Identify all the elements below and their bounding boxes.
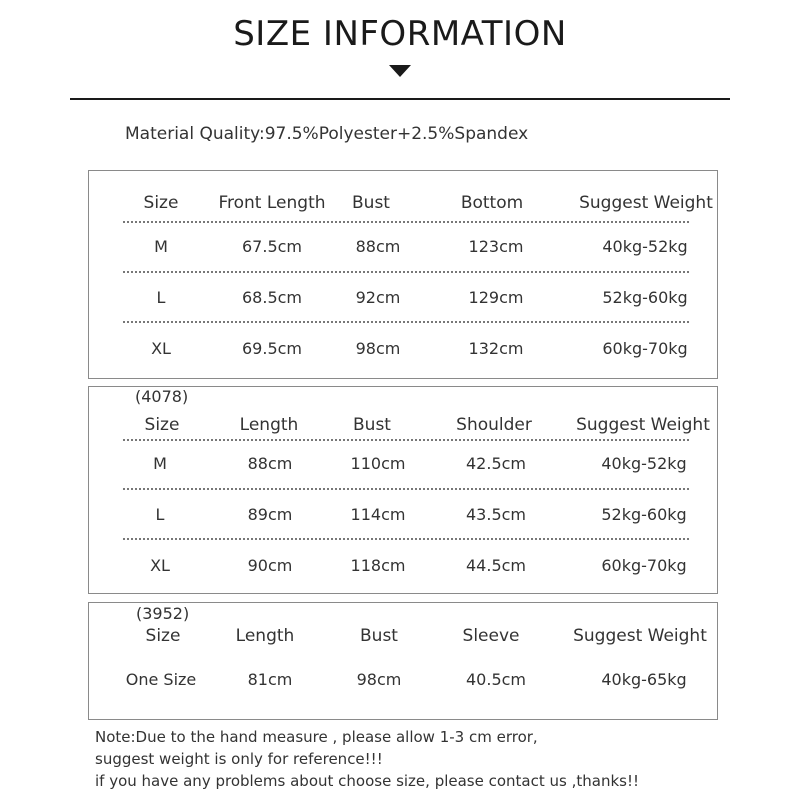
material-quality: Material Quality:97.5%Polyester+2.5%Spandex	[125, 124, 529, 144]
row-divider	[123, 271, 689, 273]
column-header: Front Length	[218, 193, 326, 213]
table-header-row	[89, 415, 717, 439]
table-cell: 132cm	[468, 339, 524, 358]
title-divider	[70, 98, 730, 100]
column-header: Suggest Weight	[576, 415, 710, 435]
row-divider	[123, 439, 689, 441]
table-row	[89, 339, 717, 363]
table-cell: 68.5cm	[241, 288, 303, 307]
table-cell: 52kg-60kg	[602, 288, 688, 307]
table-cell: 114cm	[350, 505, 406, 524]
table-cell: XL	[151, 339, 171, 358]
table-cell: 92cm	[355, 288, 401, 307]
row-divider	[123, 321, 689, 323]
table-cell: 110cm	[350, 454, 406, 473]
column-header: Shoulder	[456, 415, 532, 435]
row-divider	[123, 538, 689, 540]
table-cell: 90cm	[247, 556, 293, 575]
size-table-1	[88, 170, 718, 379]
table-cell: 42.5cm	[465, 454, 527, 473]
table-cell: 60kg-70kg	[601, 556, 687, 575]
column-header: Suggest Weight	[579, 193, 713, 213]
row-divider	[123, 221, 689, 223]
table-row	[89, 505, 717, 529]
table-cell: 40kg-52kg	[601, 454, 687, 473]
table-cell: 81cm	[247, 670, 293, 689]
table-cell: 40kg-52kg	[602, 237, 688, 256]
table-cell: M	[153, 454, 167, 473]
size-table-3	[88, 602, 718, 720]
column-header: Suggest Weight	[573, 626, 707, 646]
table-header-row	[89, 626, 717, 650]
column-header: Bottom	[460, 193, 524, 213]
size-table-2	[88, 386, 718, 594]
table-cell: L	[156, 288, 166, 307]
size-note	[95, 726, 639, 792]
table-cell: 43.5cm	[465, 505, 527, 524]
table-cell: 60kg-70kg	[602, 339, 688, 358]
column-header: Size	[143, 193, 179, 213]
table-cell: 118cm	[350, 556, 406, 575]
table-cell: 67.5cm	[241, 237, 303, 256]
table-row	[89, 237, 717, 261]
note-line: suggest weight is only for reference!!!	[95, 750, 383, 768]
column-header: Bust	[353, 415, 391, 435]
table-cell: 88cm	[247, 454, 293, 473]
table-header-row	[89, 193, 717, 217]
table-row	[89, 288, 717, 312]
table-cell: 123cm	[468, 237, 524, 256]
page-title: SIZE INFORMATION	[233, 14, 567, 54]
table-row	[89, 454, 717, 478]
product-code: (4078)	[135, 387, 189, 406]
down-arrow-icon	[389, 65, 411, 77]
table-cell: 98cm	[355, 339, 401, 358]
table-cell: M	[154, 237, 168, 256]
table-row	[89, 556, 717, 580]
table-cell: 129cm	[468, 288, 524, 307]
column-header: Size	[145, 626, 181, 646]
column-header: Length	[235, 626, 295, 646]
note-line: if you have any problems about choose size, please contact us ,thanks!!	[95, 772, 639, 790]
table-cell: 69.5cm	[241, 339, 303, 358]
table-cell: One Size	[125, 670, 197, 689]
table-cell: 40.5cm	[465, 670, 527, 689]
column-header: Length	[239, 415, 299, 435]
table-cell: L	[155, 505, 165, 524]
column-header: Bust	[352, 193, 390, 213]
table-cell: 44.5cm	[465, 556, 527, 575]
row-divider	[123, 488, 689, 490]
table-cell: 89cm	[247, 505, 293, 524]
table-cell: 98cm	[356, 670, 402, 689]
note-line: Note:Due to the hand measure , please allow 1-3 cm error,	[95, 728, 538, 746]
column-header: Size	[144, 415, 180, 435]
table-cell: 40kg-65kg	[601, 670, 687, 689]
table-cell: 52kg-60kg	[601, 505, 687, 524]
table-cell: XL	[150, 556, 170, 575]
product-code: (3952)	[136, 604, 190, 623]
column-header: Sleeve	[462, 626, 520, 646]
table-row	[89, 670, 717, 694]
column-header: Bust	[360, 626, 398, 646]
table-cell: 88cm	[355, 237, 401, 256]
